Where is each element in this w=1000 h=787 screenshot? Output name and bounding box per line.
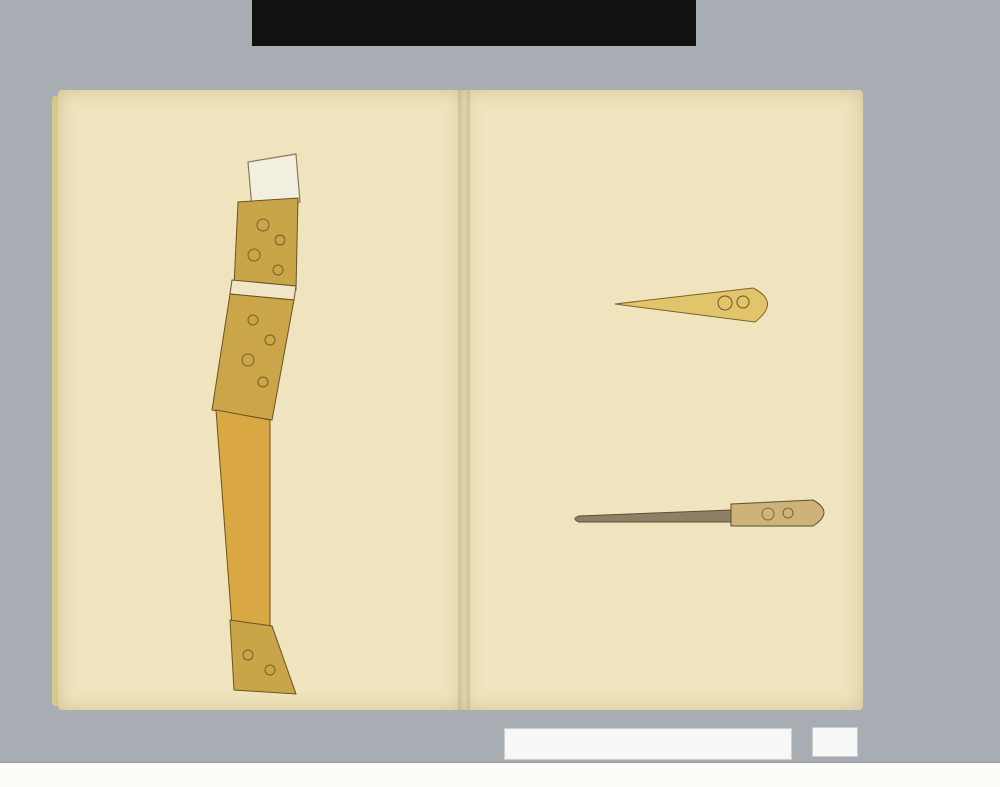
sword-hilt [234,198,298,290]
catalog-label [504,728,792,760]
color-checker-bottom-row [252,24,696,46]
scabbard-chape [230,620,296,694]
kogai-upper [615,288,768,322]
page-number [812,727,858,757]
right-page [463,90,863,710]
book-gutter [458,90,470,710]
kogai-lower-shaft [575,510,731,522]
kogai-lower-head [731,500,824,526]
scabbard-body [216,410,270,630]
open-book [58,90,864,710]
kogai-illustrations [463,90,863,710]
sword-illustration [58,90,463,710]
ruler-digits [0,766,1000,784]
color-checker [252,0,696,46]
measuring-ruler [0,762,1000,787]
left-page [58,90,463,710]
color-checker-top-row [252,0,696,22]
